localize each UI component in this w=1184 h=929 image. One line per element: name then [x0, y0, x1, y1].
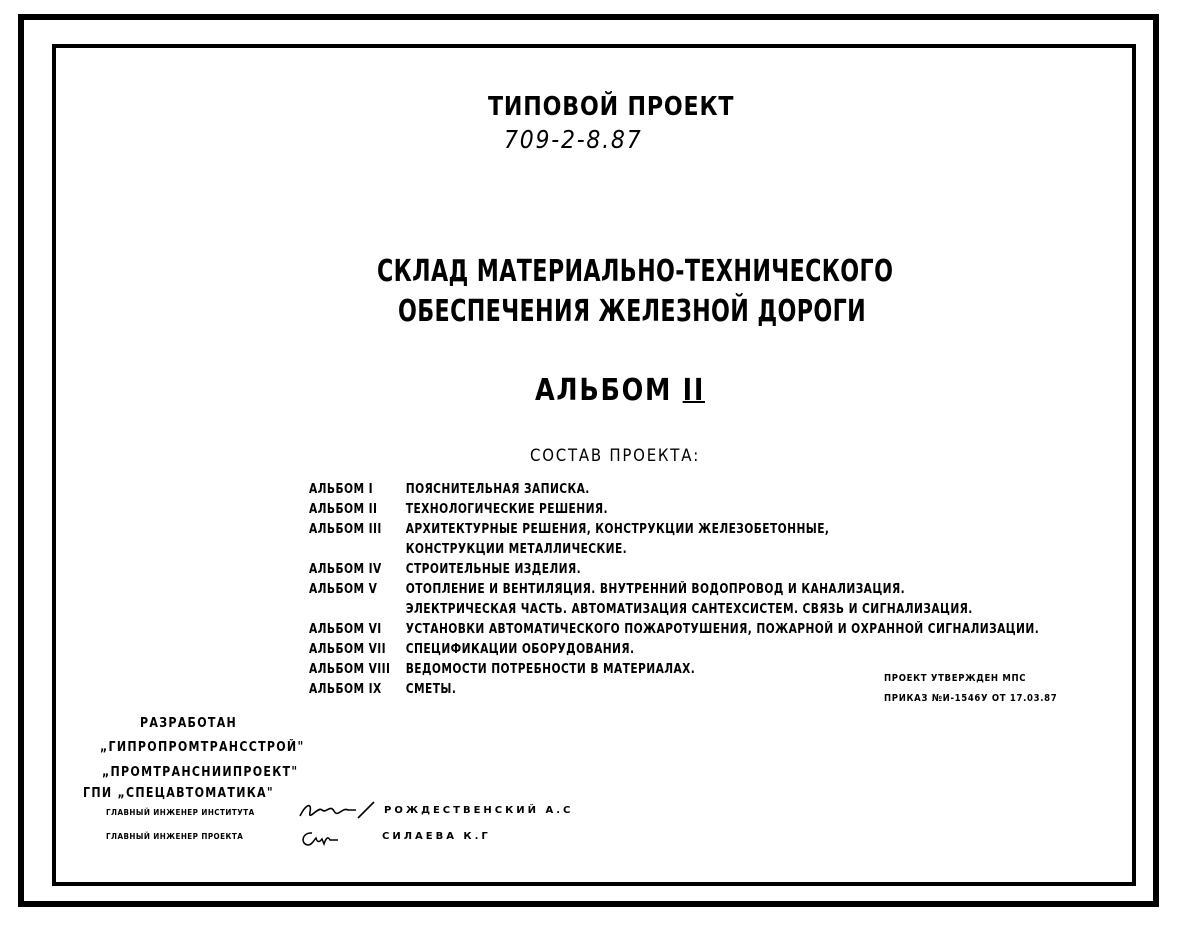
list-item: АЛЬБОМ IV СТРОИТЕЛЬНЫЕ ИЗДЕЛИЯ. [309, 562, 582, 577]
signature-2-icon [298, 828, 342, 850]
list-item: АЛЬБОМ V ОТОПЛЕНИЕ И ВЕНТИЛЯЦИЯ. ВНУТРЕННИЙ ВОДОПРОВОД И КАНАЛИЗАЦИЯ. [309, 582, 906, 597]
list-item: АЛЬБОМ II ТЕХНОЛОГИЧЕСКИЕ РЕШЕНИЯ. [309, 502, 608, 517]
developer-org-3: ГПИ „СПЕЦАВТОМАТИКА" [83, 786, 274, 801]
approval-line-1: ПРОЕКТ УТВЕРЖДЕН МПС [884, 673, 1027, 684]
list-item: АЛЬБОМ IX СМЕТЫ. [309, 682, 457, 697]
project-number: 709-2-8.87 [504, 125, 643, 154]
list-item: АЛЬБОМ VIII ВЕДОМОСТИ ПОТРЕБНОСТИ В МАТЕРИАЛАХ. [309, 662, 696, 677]
signature-name-1: РОЖДЕСТВЕНСКИЙ А.С [384, 805, 574, 816]
album-title [535, 373, 705, 408]
list-item: АЛЬБОМ III АРХИТЕКТУРНЫЕ РЕШЕНИЯ, КОНСТРУКЦИИ ЖЕЛЕЗОБЕТОННЫЕ, [309, 522, 830, 537]
signature-role-2: ГЛАВНЫЙ ИНЖЕНЕР ПРОЕКТА [106, 832, 244, 841]
signature-role-1: ГЛАВНЫЙ ИНЖЕНЕР ИНСТИТУТА [106, 808, 255, 817]
signature-1-icon [296, 798, 380, 822]
project-name-line-2: ОБЕСПЕЧЕНИЯ ЖЕЛЕЗНОЙ ДОРОГИ [398, 294, 867, 329]
project-name-line-1: СКЛАД МАТЕРИАЛЬНО-ТЕХНИЧЕСКОГО [377, 254, 894, 289]
signature-name-2: СИЛАЕВА К.Г [382, 831, 491, 842]
header-title: ТИПОВОЙ ПРОЕКТ [488, 92, 735, 122]
list-item: ЭЛЕКТРИЧЕСКАЯ ЧАСТЬ. АВТОМАТИЗАЦИЯ САНТЕХСИСТЕМ. СВЯЗЬ И СИГНАЛИЗАЦИЯ. [405, 602, 973, 617]
list-item: АЛЬБОМ VI УСТАНОВКИ АВТОМАТИЧЕСКОГО ПОЖАРОТУШЕНИЯ, ПОЖАРНОЙ И ОХРАННОЙ СИГНАЛИЗАЦИИ. [309, 622, 1040, 637]
album-word: АЛЬБОМ [535, 373, 673, 408]
album-number: II [682, 373, 706, 408]
list-item: КОНСТРУКЦИИ МЕТАЛЛИЧЕСКИЕ. [405, 542, 628, 557]
developer-heading: РАЗРАБОТАН [140, 716, 238, 731]
developer-org-2: „ПРОМТРАНСНИИПРОЕКТ" [102, 765, 299, 780]
list-item: АЛЬБОМ VII СПЕЦИФИКАЦИИ ОБОРУДОВАНИЯ. [309, 642, 635, 657]
list-item: АЛЬБОМ I ПОЯСНИТЕЛЬНАЯ ЗАПИСКА. [309, 482, 590, 497]
approval-line-2: ПРИКАЗ №И-1546У ОТ 17.03.87 [884, 693, 1058, 704]
developer-org-1: „ГИПРОПРОМТРАНССТРОЙ" [100, 740, 305, 755]
composition-heading: СОСТАВ ПРОЕКТА: [530, 446, 700, 466]
